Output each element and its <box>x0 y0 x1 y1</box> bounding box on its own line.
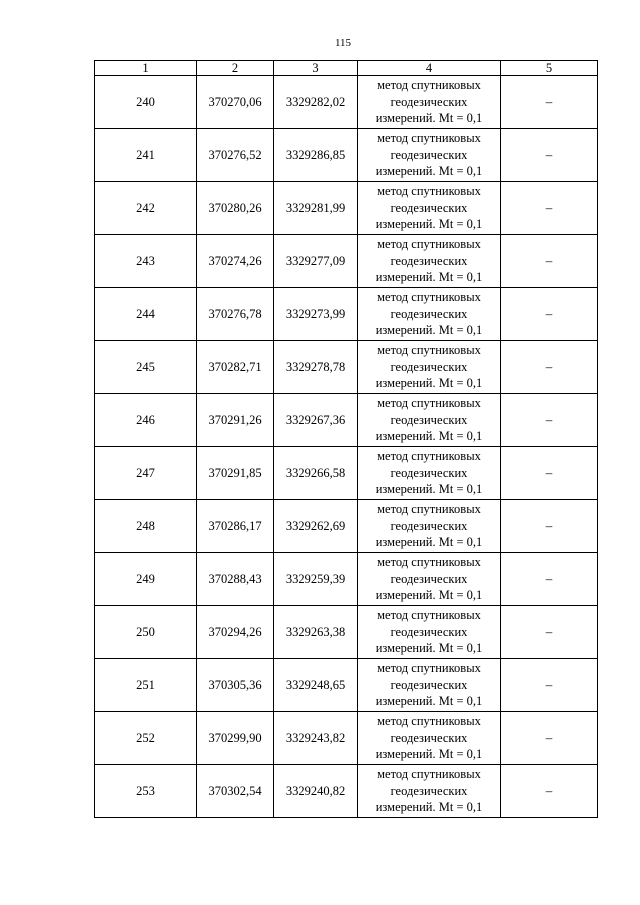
method-cell <box>358 288 501 341</box>
x-coordinate-cell: 370282,71 <box>197 341 274 394</box>
column-5-cell: – <box>501 288 598 341</box>
x-coordinate-cell: 370274,26 <box>197 235 274 288</box>
method-text-line: метод спутниковых <box>377 449 481 464</box>
method-text-line: метод спутниковых <box>377 661 481 676</box>
coordinates-table <box>94 60 598 818</box>
method-text-line: метод спутниковых <box>377 767 481 782</box>
method-text-line: геодезических <box>390 147 468 162</box>
y-coordinate-cell: 3329248,65 <box>274 659 358 712</box>
x-coordinate-cell: 370276,52 <box>197 129 274 182</box>
method-cell <box>358 235 501 288</box>
y-coordinate-cell: 3329281,99 <box>274 182 358 235</box>
column-5-cell: – <box>501 447 598 500</box>
point-number-cell: 249 <box>95 553 197 606</box>
x-coordinate-cell: 370291,26 <box>197 394 274 447</box>
method-text-line: геодезических <box>390 465 468 480</box>
method-cell <box>358 606 501 659</box>
method-text-line: геодезических <box>390 94 468 109</box>
column-5-cell: – <box>501 606 598 659</box>
method-cell <box>358 182 501 235</box>
header-col-2: 2 <box>197 61 274 76</box>
point-number-cell: 248 <box>95 500 197 553</box>
method-text-line: геодезических <box>390 783 468 798</box>
point-number-cell: 242 <box>95 182 197 235</box>
method-text-line: измерений. Mt = 0,1 <box>375 323 483 338</box>
method-cell <box>358 553 501 606</box>
y-coordinate-cell: 3329266,58 <box>274 447 358 500</box>
y-coordinate-cell: 3329262,69 <box>274 500 358 553</box>
table-row <box>95 288 598 341</box>
y-coordinate-cell: 3329259,39 <box>274 553 358 606</box>
column-5-cell: – <box>501 712 598 765</box>
method-text-line: измерений. Mt = 0,1 <box>375 588 483 603</box>
method-cell <box>358 76 501 129</box>
table-row <box>95 765 598 818</box>
method-text-line: метод спутниковых <box>377 184 481 199</box>
point-number-cell: 247 <box>95 447 197 500</box>
method-text-line: геодезических <box>390 624 468 639</box>
column-5-cell: – <box>501 553 598 606</box>
table-header-row <box>95 61 598 76</box>
method-text-line: геодезических <box>390 571 468 586</box>
column-5-cell: – <box>501 76 598 129</box>
column-5-cell: – <box>501 394 598 447</box>
point-number-cell: 252 <box>95 712 197 765</box>
method-text-line: метод спутниковых <box>377 131 481 146</box>
method-text-line: метод спутниковых <box>377 502 481 517</box>
method-text-line: геодезических <box>390 412 468 427</box>
point-number-cell: 251 <box>95 659 197 712</box>
method-text-line: геодезических <box>390 730 468 745</box>
table-row <box>95 553 598 606</box>
point-number-cell: 240 <box>95 76 197 129</box>
method-text-line: геодезических <box>390 253 468 268</box>
header-col-3: 3 <box>274 61 358 76</box>
method-text-line: измерений. Mt = 0,1 <box>375 800 483 815</box>
x-coordinate-cell: 370299,90 <box>197 712 274 765</box>
column-5-cell: – <box>501 129 598 182</box>
point-number-cell: 245 <box>95 341 197 394</box>
x-coordinate-cell: 370291,85 <box>197 447 274 500</box>
y-coordinate-cell: 3329282,02 <box>274 76 358 129</box>
method-text-line: измерений. Mt = 0,1 <box>375 111 483 126</box>
table-row <box>95 447 598 500</box>
method-cell <box>358 765 501 818</box>
method-cell <box>358 394 501 447</box>
table-row <box>95 394 598 447</box>
y-coordinate-cell: 3329267,36 <box>274 394 358 447</box>
header-col-4: 4 <box>358 61 501 76</box>
point-number-cell: 246 <box>95 394 197 447</box>
y-coordinate-cell: 3329278,78 <box>274 341 358 394</box>
method-text-line: измерений. Mt = 0,1 <box>375 694 483 709</box>
table-row <box>95 182 598 235</box>
x-coordinate-cell: 370280,26 <box>197 182 274 235</box>
y-coordinate-cell: 3329243,82 <box>274 712 358 765</box>
column-5-cell: – <box>501 182 598 235</box>
point-number-cell: 244 <box>95 288 197 341</box>
method-text-line: измерений. Mt = 0,1 <box>375 429 483 444</box>
method-text-line: геодезических <box>390 359 468 374</box>
method-cell <box>358 447 501 500</box>
header-col-5: 5 <box>501 61 598 76</box>
method-cell <box>358 129 501 182</box>
y-coordinate-cell: 3329263,38 <box>274 606 358 659</box>
method-text-line: измерений. Mt = 0,1 <box>375 164 483 179</box>
table-row <box>95 659 598 712</box>
method-text-line: геодезических <box>390 677 468 692</box>
method-text-line: метод спутниковых <box>377 396 481 411</box>
point-number-cell: 243 <box>95 235 197 288</box>
method-text-line: измерений. Mt = 0,1 <box>375 217 483 232</box>
y-coordinate-cell: 3329273,99 <box>274 288 358 341</box>
table-row <box>95 500 598 553</box>
method-text-line: измерений. Mt = 0,1 <box>375 376 483 391</box>
method-text-line: метод спутниковых <box>377 237 481 252</box>
method-text-line: метод спутниковых <box>377 555 481 570</box>
method-text-line: измерений. Mt = 0,1 <box>375 482 483 497</box>
method-cell <box>358 341 501 394</box>
point-number-cell: 250 <box>95 606 197 659</box>
x-coordinate-cell: 370276,78 <box>197 288 274 341</box>
method-text-line: измерений. Mt = 0,1 <box>375 641 483 656</box>
table-row <box>95 129 598 182</box>
method-text-line: измерений. Mt = 0,1 <box>375 270 483 285</box>
point-number-cell: 241 <box>95 129 197 182</box>
x-coordinate-cell: 370288,43 <box>197 553 274 606</box>
column-5-cell: – <box>501 659 598 712</box>
method-text-line: измерений. Mt = 0,1 <box>375 747 483 762</box>
y-coordinate-cell: 3329240,82 <box>274 765 358 818</box>
y-coordinate-cell: 3329286,85 <box>274 129 358 182</box>
x-coordinate-cell: 370305,36 <box>197 659 274 712</box>
table-row <box>95 712 598 765</box>
method-text-line: геодезических <box>390 518 468 533</box>
method-text-line: геодезических <box>390 306 468 321</box>
method-text-line: метод спутниковых <box>377 714 481 729</box>
table-row <box>95 341 598 394</box>
method-text-line: метод спутниковых <box>377 343 481 358</box>
point-number-cell: 253 <box>95 765 197 818</box>
page-number: 115 <box>334 37 352 49</box>
method-cell <box>358 500 501 553</box>
method-cell <box>358 712 501 765</box>
method-cell <box>358 659 501 712</box>
table-row <box>95 606 598 659</box>
x-coordinate-cell: 370270,06 <box>197 76 274 129</box>
method-text-line: измерений. Mt = 0,1 <box>375 535 483 550</box>
x-coordinate-cell: 370302,54 <box>197 765 274 818</box>
x-coordinate-cell: 370286,17 <box>197 500 274 553</box>
x-coordinate-cell: 370294,26 <box>197 606 274 659</box>
column-5-cell: – <box>501 500 598 553</box>
column-5-cell: – <box>501 341 598 394</box>
method-text-line: метод спутниковых <box>377 290 481 305</box>
method-text-line: метод спутниковых <box>377 608 481 623</box>
table-row <box>95 235 598 288</box>
column-5-cell: – <box>501 235 598 288</box>
method-text-line: метод спутниковых <box>377 78 481 93</box>
y-coordinate-cell: 3329277,09 <box>274 235 358 288</box>
header-col-1: 1 <box>95 61 197 76</box>
method-text-line: геодезических <box>390 200 468 215</box>
column-5-cell: – <box>501 765 598 818</box>
table-row <box>95 76 598 129</box>
